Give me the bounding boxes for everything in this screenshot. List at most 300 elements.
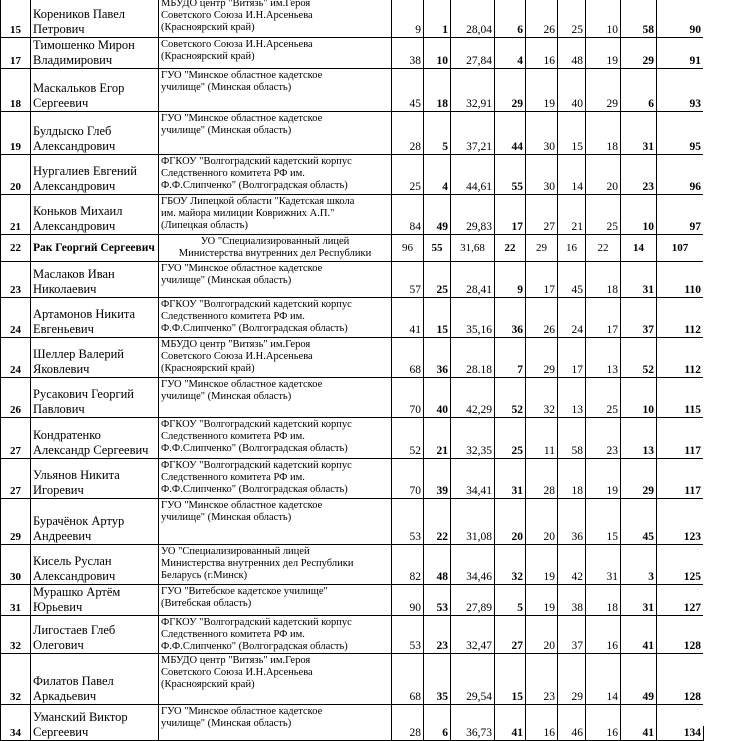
score-cell-8: 23: [621, 155, 657, 195]
score-cell-3: 36,73: [451, 705, 495, 741]
participant-name-line: Филатов Павел: [33, 674, 114, 688]
participant-name-line: Юрьевич: [33, 600, 83, 614]
score-cell-1: 57: [392, 262, 424, 298]
participant-name-cell: [31, 459, 159, 499]
school-line: Министерства внутренних дел Республики: [178, 248, 372, 259]
participant-name-line: Евгеньевич: [33, 322, 94, 336]
rank-cell: 30: [1, 545, 31, 585]
score-cell-6: 48: [558, 38, 586, 69]
score-cell-3: 34,46: [451, 545, 495, 585]
school-line: Ф.Ф.Слипченко" (Волгоградская область): [161, 443, 348, 454]
school-line: Советского Союза И.Н.Арсеньева: [161, 351, 313, 362]
school-line: ГУО "Витебское кадетское училище": [161, 586, 328, 597]
score-cell-5: 16: [526, 705, 558, 741]
school-line: ФГКОУ "Волгоградский кадетский корпус: [161, 156, 352, 167]
table-row: [1, 235, 704, 262]
school-cell: [159, 262, 392, 298]
table-row: [1, 69, 704, 112]
score-cell-6: 45: [558, 262, 586, 298]
score-cell-8: 31: [621, 262, 657, 298]
participant-name-line: Олегович: [33, 638, 84, 652]
score-cell-5: 20: [526, 616, 558, 654]
score-cell-2: 21: [424, 418, 451, 459]
score-cell-2: 25: [424, 262, 451, 298]
score-cell-4: 36: [495, 298, 526, 338]
rank-cell: 32: [1, 654, 31, 705]
score-cell-7: 18: [586, 112, 621, 155]
school-cell: [159, 0, 392, 38]
score-cell-8: 52: [621, 338, 657, 378]
total-cell: 117: [657, 418, 704, 459]
score-cell-4: 32: [495, 545, 526, 585]
participant-name-line: Николаевич: [33, 282, 97, 296]
score-cell-8: 31: [621, 112, 657, 155]
score-cell-7: 25: [586, 378, 621, 418]
score-cell-2: 35: [424, 654, 451, 705]
school-line: (Красноярский край): [161, 22, 255, 33]
participant-name-line: Тимошенко Мирон: [33, 38, 135, 52]
score-cell-8: 49: [621, 654, 657, 705]
table-row: [1, 499, 704, 545]
school-cell: [159, 585, 392, 616]
participant-name-cell: [31, 418, 159, 459]
score-cell-3: 34,41: [451, 459, 495, 499]
participant-name-cell: [31, 112, 159, 155]
score-cell-6: 36: [558, 499, 586, 545]
total-cell: 128: [657, 616, 704, 654]
total-cell: 96: [657, 155, 704, 195]
school-line: ГУО "Минское областное кадетское: [161, 500, 323, 511]
score-cell-6: 46: [558, 705, 586, 741]
school-cell: [159, 195, 392, 235]
score-cell-8: 41: [621, 705, 657, 741]
participant-name-line: Маслаков Иван: [33, 267, 115, 281]
score-cell-4: 31: [495, 459, 526, 499]
score-cell-1: 9: [392, 0, 424, 38]
participant-name-line: Сергеевич: [33, 96, 89, 110]
score-cell-2: 40: [424, 378, 451, 418]
score-cell-8: 37: [621, 298, 657, 338]
school-cell: [159, 155, 392, 195]
score-cell-5: 19: [526, 545, 558, 585]
total-cell: 128: [657, 654, 704, 705]
participant-name-line: Уманский Виктор: [33, 710, 128, 724]
table-row: [1, 38, 704, 69]
school-cell: [159, 654, 392, 705]
school-line: ГУО "Минское областное кадетское: [161, 70, 323, 81]
score-cell-3: 28.18: [451, 338, 495, 378]
table-row: [1, 195, 704, 235]
score-cell-8: 10: [621, 378, 657, 418]
school-line: Беларусь (г.Минск): [161, 570, 248, 581]
school-line: Следственного комитета РФ им.: [161, 168, 305, 179]
participant-name-line: Владимирович: [33, 53, 113, 67]
school-line: Ф.Ф.Слипченко" (Волгоградская область): [161, 323, 348, 334]
score-cell-5: 29: [526, 338, 558, 378]
participant-name-line: Игоревич: [33, 483, 84, 497]
score-cell-7: 22: [586, 235, 621, 262]
participant-name-line: Сергеевич: [33, 725, 89, 739]
score-cell-2: 39: [424, 459, 451, 499]
school-line: МБУДО центр "Витязь" им.Героя: [161, 0, 311, 9]
school-line: Следственного комитета РФ им.: [161, 472, 305, 483]
score-cell-8: 6: [621, 69, 657, 112]
score-cell-1: 25: [392, 155, 424, 195]
score-cell-4: 7: [495, 338, 526, 378]
table-row: [1, 378, 704, 418]
school-line: (Витебская область): [161, 598, 252, 609]
school-line: Ф.Ф.Слипченко" (Волгоградская область): [161, 180, 348, 191]
participant-name-cell: [31, 195, 159, 235]
score-cell-7: 14: [586, 654, 621, 705]
score-cell-5: 28: [526, 459, 558, 499]
school-line: училище" (Минская область): [161, 125, 292, 136]
total-cell: 95: [657, 112, 704, 155]
score-cell-7: 19: [586, 459, 621, 499]
score-cell-5: 17: [526, 262, 558, 298]
score-cell-1: 45: [392, 69, 424, 112]
table-row: [1, 338, 704, 378]
participant-name-cell: [31, 155, 159, 195]
score-cell-1: 70: [392, 459, 424, 499]
score-cell-4: 44: [495, 112, 526, 155]
score-cell-1: 38: [392, 38, 424, 69]
score-cell-5: 23: [526, 654, 558, 705]
rank-cell: 34: [1, 705, 31, 741]
school-line: (Красноярский край): [161, 679, 255, 690]
score-cell-2: 48: [424, 545, 451, 585]
score-cell-6: 58: [558, 418, 586, 459]
score-cell-6: 15: [558, 112, 586, 155]
participant-name-line: Яковлевич: [33, 362, 90, 376]
rank-cell: 19: [1, 112, 31, 155]
school-cell: [159, 112, 392, 155]
total-cell: 134: [657, 705, 704, 741]
score-cell-6: 40: [558, 69, 586, 112]
score-cell-3: 32,35: [451, 418, 495, 459]
score-cell-7: 23: [586, 418, 621, 459]
school-line: ФГКОУ "Волгоградский кадетский корпус: [161, 617, 352, 628]
score-cell-7: 29: [586, 69, 621, 112]
rank-cell: 27: [1, 418, 31, 459]
school-line: ГУО "Минское областное кадетское: [161, 113, 323, 124]
total-cell: 107: [657, 235, 704, 262]
score-cell-5: 26: [526, 0, 558, 38]
score-cell-7: 13: [586, 338, 621, 378]
total-cell: 125: [657, 545, 704, 585]
score-cell-5: 19: [526, 69, 558, 112]
rank-cell: 24: [1, 338, 31, 378]
participant-name-line: Артамонов Никита: [33, 307, 136, 321]
school-line: Советского Союза И.Н.Арсеньева: [161, 39, 313, 50]
rank-cell: 20: [1, 155, 31, 195]
score-cell-7: 17: [586, 298, 621, 338]
score-cell-3: 32,47: [451, 616, 495, 654]
score-cell-3: 42,29: [451, 378, 495, 418]
school-line: ГУО "Минское областное кадетское: [161, 379, 323, 390]
score-cell-4: 22: [495, 235, 526, 262]
score-cell-7: 10: [586, 0, 621, 38]
score-cell-6: 37: [558, 616, 586, 654]
score-cell-3: 37,21: [451, 112, 495, 155]
school-line: (Красноярский край): [161, 51, 255, 62]
school-cell: [159, 545, 392, 585]
score-cell-2: 49: [424, 195, 451, 235]
total-cell: 112: [657, 298, 704, 338]
score-cell-8: 41: [621, 616, 657, 654]
school-cell: [159, 378, 392, 418]
score-cell-2: 55: [424, 235, 451, 262]
participant-name-cell: [31, 0, 159, 38]
score-cell-2: 6: [424, 705, 451, 741]
school-cell: [159, 418, 392, 459]
school-line: Следственного комитета РФ им.: [161, 431, 305, 442]
participant-name-cell: [31, 338, 159, 378]
participant-name-cell: [31, 38, 159, 69]
total-cell: 112: [657, 338, 704, 378]
rank-cell: 18: [1, 69, 31, 112]
score-cell-3: 28,41: [451, 262, 495, 298]
score-cell-4: 25: [495, 418, 526, 459]
school-cell: [159, 38, 392, 69]
score-cell-5: 32: [526, 378, 558, 418]
score-cell-2: 36: [424, 338, 451, 378]
rank-cell: 27: [1, 459, 31, 499]
score-cell-4: 9: [495, 262, 526, 298]
school-line: ФГКОУ "Волгоградский кадетский корпус: [161, 460, 352, 471]
rank-cell: 24: [1, 298, 31, 338]
school-cell: [159, 705, 392, 741]
score-cell-4: 29: [495, 69, 526, 112]
table-row: [1, 459, 704, 499]
school-line: Следственного комитета РФ им.: [161, 629, 305, 640]
score-cell-2: 4: [424, 155, 451, 195]
score-cell-8: 3: [621, 545, 657, 585]
total-cell: 97: [657, 195, 704, 235]
participant-name-line: Шеллер Валерий: [33, 347, 124, 361]
school-line: им. майора милиции Коврижних А.П.": [161, 208, 335, 219]
participant-name-line: Кисель Руслан: [33, 554, 112, 568]
school-cell: [159, 235, 392, 262]
school-line: МБУДО центр "Витязь" им.Героя: [161, 339, 311, 350]
score-cell-3: 29,83: [451, 195, 495, 235]
participant-name-line: Александрович: [33, 219, 116, 233]
school-line: УО "Специализированный лицей: [161, 546, 310, 557]
participant-name-line: Русакович Георгий: [33, 387, 134, 401]
score-cell-1: 82: [392, 545, 424, 585]
school-cell: [159, 69, 392, 112]
table-row: [1, 298, 704, 338]
school-line: училище" (Минская область): [161, 718, 292, 729]
participant-name-line: Кондратенко: [33, 428, 101, 442]
participant-name-line: Нургалиев Евгений: [33, 164, 137, 178]
school-line: ФГКОУ "Волгоградский кадетский корпус: [161, 419, 352, 430]
score-cell-8: 31: [621, 585, 657, 616]
rank-cell: 23: [1, 262, 31, 298]
score-cell-2: 53: [424, 585, 451, 616]
school-line: Советского Союза И.Н.Арсеньева: [161, 10, 313, 21]
school-cell: [159, 338, 392, 378]
score-cell-5: 11: [526, 418, 558, 459]
table-row: [1, 262, 704, 298]
school-line: (Липецкая область): [161, 220, 248, 231]
school-line: училище" (Минская область): [161, 512, 292, 523]
school-line: ГБОУ Липецкой области "Кадетская школа: [161, 196, 355, 207]
score-cell-4: 4: [495, 38, 526, 69]
score-cell-5: 16: [526, 38, 558, 69]
score-cell-6: 21: [558, 195, 586, 235]
score-cell-4: 27: [495, 616, 526, 654]
school-line: УО "Специализированный лицей: [200, 236, 350, 247]
rank-cell: 15: [1, 0, 31, 38]
participant-name-line: Александрович: [33, 179, 116, 193]
score-cell-3: 31,68: [451, 235, 495, 262]
total-cell: 93: [657, 69, 704, 112]
score-cell-4: 17: [495, 195, 526, 235]
score-cell-6: 16: [558, 235, 586, 262]
score-cell-1: 53: [392, 499, 424, 545]
score-cell-1: 28: [392, 112, 424, 155]
score-cell-1: 68: [392, 338, 424, 378]
school-line: Следственного комитета РФ им.: [161, 311, 305, 322]
score-cell-1: 52: [392, 418, 424, 459]
participant-name-line: Александрович: [33, 569, 116, 583]
school-line: (Красноярский край): [161, 363, 255, 374]
score-cell-3: 29,54: [451, 654, 495, 705]
participant-name-line: Булдыско Глеб: [33, 124, 112, 138]
total-cell: 90: [657, 0, 704, 38]
participant-name-cell: [31, 262, 159, 298]
participant-name-line: Александрович: [33, 139, 116, 153]
participant-name-line: Александр Сергеевич: [33, 443, 149, 457]
table-row: [1, 654, 704, 705]
participant-name-cell: [31, 616, 159, 654]
table-row: [1, 585, 704, 616]
score-cell-7: 20: [586, 155, 621, 195]
total-cell: 123: [657, 499, 704, 545]
score-cell-3: 44,61: [451, 155, 495, 195]
score-cell-5: 27: [526, 195, 558, 235]
score-cell-6: 29: [558, 654, 586, 705]
score-cell-6: 24: [558, 298, 586, 338]
score-cell-4: 52: [495, 378, 526, 418]
score-cell-2: 5: [424, 112, 451, 155]
score-cell-2: 22: [424, 499, 451, 545]
score-cell-4: 20: [495, 499, 526, 545]
table-row: [1, 705, 704, 741]
participant-name-cell: [31, 378, 159, 418]
score-cell-6: 42: [558, 545, 586, 585]
school-line: ГУО "Минское областное кадетское: [161, 263, 323, 274]
score-cell-2: 18: [424, 69, 451, 112]
score-cell-8: 10: [621, 195, 657, 235]
score-cell-7: 19: [586, 38, 621, 69]
score-cell-8: 13: [621, 418, 657, 459]
score-cell-3: 27,89: [451, 585, 495, 616]
score-cell-2: 10: [424, 38, 451, 69]
score-cell-5: 20: [526, 499, 558, 545]
school-line: училище" (Минская область): [161, 275, 292, 286]
school-line: ГУО "Минское областное кадетское: [161, 706, 323, 717]
score-cell-5: 19: [526, 585, 558, 616]
score-cell-7: 15: [586, 499, 621, 545]
score-cell-6: 18: [558, 459, 586, 499]
participant-name-cell: [31, 705, 159, 741]
score-cell-3: 27,84: [451, 38, 495, 69]
score-cell-3: 32,91: [451, 69, 495, 112]
table-row: [1, 155, 704, 195]
participant-name-line: Ульянов Никита: [33, 468, 120, 482]
participant-name-line: Лигостаев Глеб: [33, 623, 116, 637]
score-cell-7: 16: [586, 616, 621, 654]
school-cell: [159, 499, 392, 545]
blank-margin: [703, 0, 750, 726]
table-row: [1, 545, 704, 585]
school-line: Советского Союза И.Н.Арсеньева: [161, 667, 313, 678]
participant-name-line: Рак Георгий Сергеевич: [33, 241, 155, 254]
rank-cell: 32: [1, 616, 31, 654]
score-cell-1: 96: [392, 235, 424, 262]
school-line: Ф.Ф.Слипченко" (Волгоградская область): [161, 641, 348, 652]
participant-name-line: Аркадьевич: [33, 689, 97, 703]
score-cell-4: 55: [495, 155, 526, 195]
score-cell-4: 5: [495, 585, 526, 616]
score-cell-4: 6: [495, 0, 526, 38]
score-cell-5: 30: [526, 155, 558, 195]
score-cell-1: 84: [392, 195, 424, 235]
score-cell-6: 13: [558, 378, 586, 418]
score-cell-3: 28,04: [451, 0, 495, 38]
participant-name-cell: [31, 298, 159, 338]
participant-name-line: Коньков Михаил: [33, 204, 123, 218]
table-row: [1, 112, 704, 155]
participant-name-cell: [31, 585, 159, 616]
table-row: [1, 418, 704, 459]
participant-name-cell: [31, 69, 159, 112]
score-cell-2: 1: [424, 0, 451, 38]
school-line: МБУДО центр "Витязь" им.Героя: [161, 655, 311, 666]
participant-name-line: Павлович: [33, 402, 85, 416]
school-cell: [159, 616, 392, 654]
school-cell: [159, 298, 392, 338]
score-cell-1: 90: [392, 585, 424, 616]
score-cell-2: 15: [424, 298, 451, 338]
score-cell-1: 68: [392, 654, 424, 705]
score-cell-8: 45: [621, 499, 657, 545]
school-line: Ф.Ф.Слипченко" (Волгоградская область): [161, 484, 348, 495]
score-cell-7: 31: [586, 545, 621, 585]
score-cell-1: 41: [392, 298, 424, 338]
score-cell-5: 30: [526, 112, 558, 155]
participant-name-cell: [31, 545, 159, 585]
score-cell-1: 53: [392, 616, 424, 654]
total-cell: 127: [657, 585, 704, 616]
score-cell-2: 23: [424, 616, 451, 654]
school-line: училище" (Минская область): [161, 391, 292, 402]
participant-name-line: Андреевич: [33, 529, 92, 543]
participant-name-cell: [31, 499, 159, 545]
participant-name-line: Мурашко Артём: [33, 585, 121, 599]
school-line: училище" (Минская область): [161, 82, 292, 93]
total-cell: 110: [657, 262, 704, 298]
participant-name-line: Бурачёнок Артур: [33, 514, 125, 528]
score-cell-3: 31,08: [451, 499, 495, 545]
score-cell-8: 58: [621, 0, 657, 38]
rank-cell: 17: [1, 38, 31, 69]
participant-name-line: Кореников Павел: [33, 7, 126, 21]
school-cell: [159, 459, 392, 499]
participant-name-cell: [31, 235, 159, 262]
